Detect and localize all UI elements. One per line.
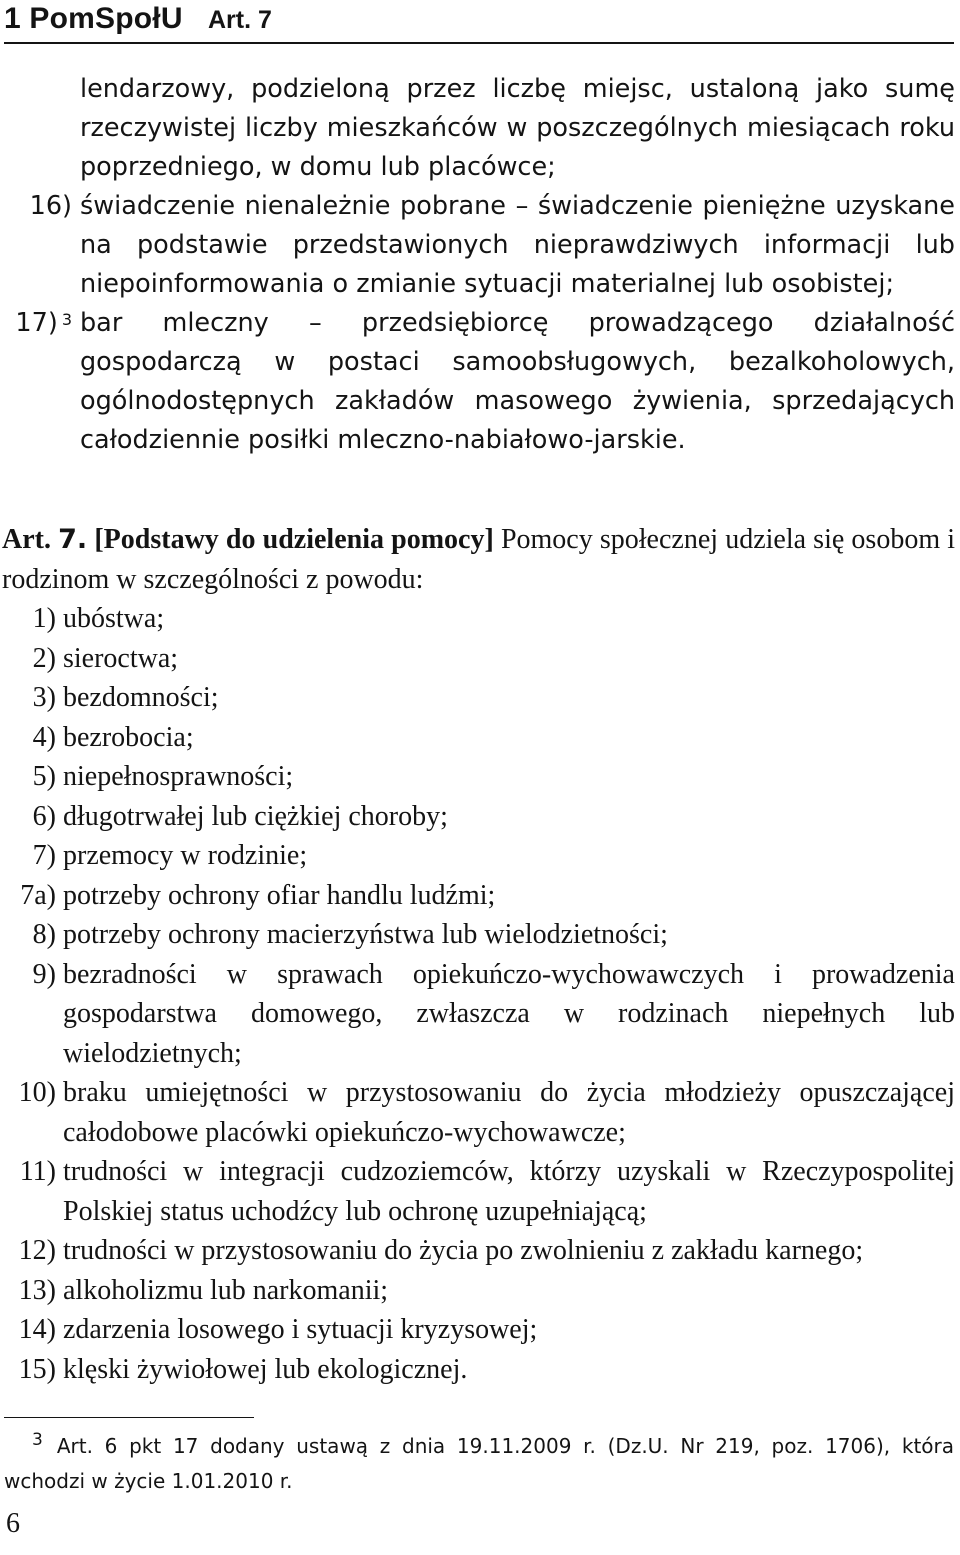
- list-item-text: niepełnosprawności;: [63, 761, 294, 792]
- list-item-text: ubóstwa;: [63, 603, 165, 634]
- list-item-number: 13): [18, 1274, 56, 1306]
- definition-continuation: lendarzowy, podzieloną przez liczbę miejsc, ustaloną jako sumę rzeczywistej liczby mieszkańców w poszczególnych miesiącach roku poprzedniego, w domu lub placówce;: [80, 74, 955, 182]
- list-item: [0, 836, 955, 876]
- list-item-number: 12): [18, 1235, 56, 1266]
- list-item-number: 14): [18, 1314, 56, 1345]
- list-item: [0, 1231, 955, 1271]
- article-list: [0, 599, 955, 1389]
- page-number: 6: [6, 1508, 20, 1539]
- running-header: [4, 0, 954, 44]
- list-item-number: 5): [32, 761, 56, 792]
- list-item: [0, 1152, 955, 1231]
- header-article: Art. 7: [208, 6, 272, 34]
- list-item-text: bezradności w sprawach opiekuńczo-wychowawczych i prowadzenia gospodarstwa domowego, zwłaszcza w rodzinach niepełnych lub wielodzietnych;: [63, 958, 955, 1069]
- header-title: 1 PomSpołU: [4, 2, 183, 35]
- list-item-number: 2): [32, 642, 56, 674]
- list-item-text: trudności w integracji cudzoziemców, którzy uzyskali w Rzeczypospolitej Polskiej status uchodźcy lub ochronę uzupełniającą;: [63, 1156, 955, 1227]
- list-item: [0, 1310, 955, 1350]
- footnote-separator: [4, 1417, 254, 1418]
- article-label: Art.: [2, 524, 51, 555]
- list-item: [0, 1350, 955, 1390]
- list-item-number: 10): [18, 1077, 56, 1108]
- footnote-text: Art. 6 pkt 17 dodany ustawą z dnia 19.11.2009 r. (Dz.U. Nr 219, poz. 1706), która wchodzi w życie 1.01.2010 r.: [4, 1434, 954, 1493]
- article-title: [Podstawy do udzielenia pomocy]: [94, 524, 494, 555]
- list-item: [0, 678, 955, 718]
- footnote-mark: 3: [32, 1430, 43, 1450]
- list-item: [0, 718, 955, 758]
- list-item-number: 4): [32, 721, 56, 753]
- list-item: [0, 757, 955, 797]
- footnote: [4, 1430, 954, 1498]
- definition-number-text: 16): [29, 191, 72, 221]
- list-item-text: alkoholizmu lub narkomanii;: [63, 1274, 389, 1306]
- list-item-text: klęski żywiołowej lub ekologicznej.: [63, 1353, 468, 1385]
- article-heading: [0, 520, 955, 599]
- list-item-text: potrzeby ochrony macierzyństwa lub wielodzietności;: [63, 919, 668, 950]
- list-item-number: 7): [32, 840, 56, 871]
- definition-number: [0, 304, 72, 343]
- list-item-number: 11): [19, 1156, 56, 1187]
- definitions-block: [0, 70, 955, 460]
- definition-number-text: 17): [15, 308, 58, 338]
- list-item-number: 7a): [20, 879, 56, 911]
- list-item-number: 15): [18, 1353, 56, 1385]
- list-item: [0, 1073, 955, 1152]
- list-item: [0, 797, 955, 837]
- list-item-text: bezdomności;: [63, 682, 219, 713]
- list-item-text: długotrwałej lub ciężkiej choroby;: [63, 800, 448, 832]
- list-item-number: 8): [32, 919, 56, 950]
- list-item-text: trudności w przystosowaniu do życia po zwolnieniu z zakładu karnego;: [63, 1235, 864, 1266]
- definition-text: świadczenie nienależnie pobrane – świadczenie pieniężne uzyskane na podstawie przedstawionych nieprawdziwych informacji lub niepoinformowania o zmianie sytuacji materialnej lub osobistej;: [80, 191, 955, 299]
- article-intro: Pomocy społecznej udziela się osobom i rodzinom w szczególności z powodu:: [2, 524, 956, 595]
- list-item: [0, 955, 955, 1074]
- list-item-number: 1): [32, 603, 56, 634]
- definition-number: [0, 187, 72, 226]
- list-item: [0, 639, 955, 679]
- list-item-number: 3): [32, 682, 56, 713]
- list-item-text: bezrobocia;: [63, 721, 194, 753]
- list-item-number: 9): [32, 958, 56, 990]
- list-item: [0, 599, 955, 639]
- list-item-text: zdarzenia losowego i sytuacji kryzysowej;: [63, 1314, 538, 1345]
- list-item-text: przemocy w rodzinie;: [63, 840, 308, 871]
- list-item: [0, 1271, 955, 1311]
- article-7: [0, 520, 955, 1389]
- list-item: [0, 876, 955, 916]
- definition-item: [0, 304, 955, 460]
- list-item-text: potrzeby ochrony ofiar handlu ludźmi;: [63, 879, 496, 911]
- article-number: 7.: [58, 524, 88, 555]
- definition-text: bar mleczny – przedsiębiorcę prowadzącego działalność gospodarczą w postaci samoobsługowych, bezalkoholowych, ogólnodostępnych zakładów masowego żywienia, sprzedających całodziennie posiłki mleczno-nabiałowo-jarskie.: [80, 308, 955, 455]
- definition-item: [0, 187, 955, 304]
- list-item-text: sieroctwa;: [63, 642, 179, 674]
- list-item-text: braku umiejętności w przystosowaniu do życia młodzieży opuszczającej całodobowe placówki opiekuńczo-wychowawcze;: [63, 1077, 955, 1148]
- list-item: [0, 915, 955, 955]
- footnote-reference: 3: [61, 310, 72, 329]
- list-item-number: 6): [32, 800, 56, 832]
